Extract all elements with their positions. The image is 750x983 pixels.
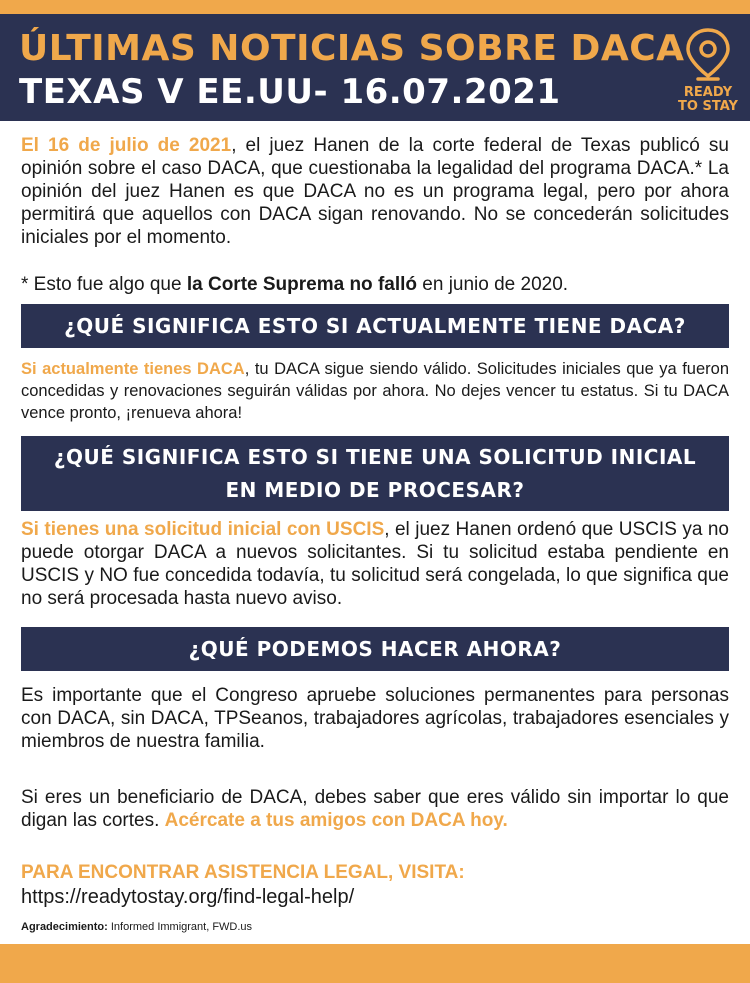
footnote-suffix: en junio de 2020. [417, 274, 569, 295]
acknowledgement [21, 921, 252, 933]
page-title: ÚLTIMAS NOTICIAS SOBRE DACA [19, 28, 685, 69]
section2-highlight: Si tienes una solicitud inicial con USCIS [21, 519, 385, 540]
section3-text: Si eres un beneficiario de DACA, debes saber que eres válido sin importar lo que digan las cortes. [21, 787, 729, 831]
top-accent-bar [0, 0, 750, 14]
footnote-bold: la Corte Suprema no falló [186, 274, 417, 295]
section3-paragraph2 [21, 786, 729, 832]
section2-paragraph [21, 518, 729, 610]
section-heading-initial-application: ¿QUÉ SIGNIFICA ESTO SI TIENE UNA SOLICITUD INICIAL EN MEDIO DE PROCESAR? [21, 436, 729, 511]
page-subtitle: TEXAS V EE.UU- 16.07.2021 [19, 72, 561, 112]
footnote [21, 273, 729, 296]
intro-date-highlight: El 16 de julio de 2021 [21, 135, 232, 156]
header-banner [0, 14, 750, 121]
section-heading-what-now: ¿QUÉ PODEMOS HACER AHORA? [21, 627, 729, 671]
section1-text: , tu DACA sigue siendo válido. Solicitudes iniciales que ya fueron concedidas y renovaciones seguirán válidas por ahora. No dejes vencer tu estatus. Si tu DACA vence pronto, ¡renueva ahora! [21, 360, 730, 422]
intro-paragraph [21, 134, 729, 249]
footnote-prefix: * Esto fue algo que [21, 274, 187, 295]
acknowledgement-text: Informed Immigrant, FWD.us [107, 921, 253, 933]
section1-highlight: Si actualmente tienes DACA [21, 360, 245, 378]
logo-text-line1: READY [683, 85, 733, 100]
section2-text: , el juez Hanen ordenó que USCIS ya no puede otorgar DACA a nuevos solicitantes. Si tu solicitud estaba pendiente en USCIS y NO fue concedida todavía, tu solicitud será congelada, lo que significa que no será procesada hasta nuevo aviso. [21, 519, 729, 609]
section3-paragraph1: Es importante que el Congreso apruebe soluciones permanentes para personas con DACA, sin DACA, TPSeanos, trabajadores agrícolas, trabajadores esenciales y miembros de nuestra familia. [21, 685, 729, 752]
location-pin-icon [672, 24, 744, 82]
legal-help-link[interactable]: https://readytostay.org/find-legal-help/ [21, 886, 355, 908]
acknowledgement-label: Agradecimiento: [21, 921, 108, 933]
intro-text: , el juez Hanen de la corte federal de Texas publicó su opinión sobre el caso DACA, que cuestionaba la legalidad del programa DACA.* La opinión del juez Hanen es que DACA no es un programa legal, pero por ahora permitirá que aquellos con DACA sigan renovando. No se concederán solicitudes iniciales por el momento. [21, 135, 729, 248]
bottom-accent-bar [0, 944, 750, 983]
ready-to-stay-logo [672, 24, 744, 114]
section-heading-current-daca: ¿QUÉ SIGNIFICA ESTO SI ACTUALMENTE TIENE DACA? [21, 304, 729, 348]
legal-help-heading: PARA ENCONTRAR ASISTENCIA LEGAL, VISITA: [21, 862, 465, 883]
section1-paragraph [21, 358, 729, 424]
logo-text-line2: TO STAY [678, 99, 738, 114]
section3-highlight: Acércate a tus amigos con DACA hoy. [164, 810, 508, 831]
